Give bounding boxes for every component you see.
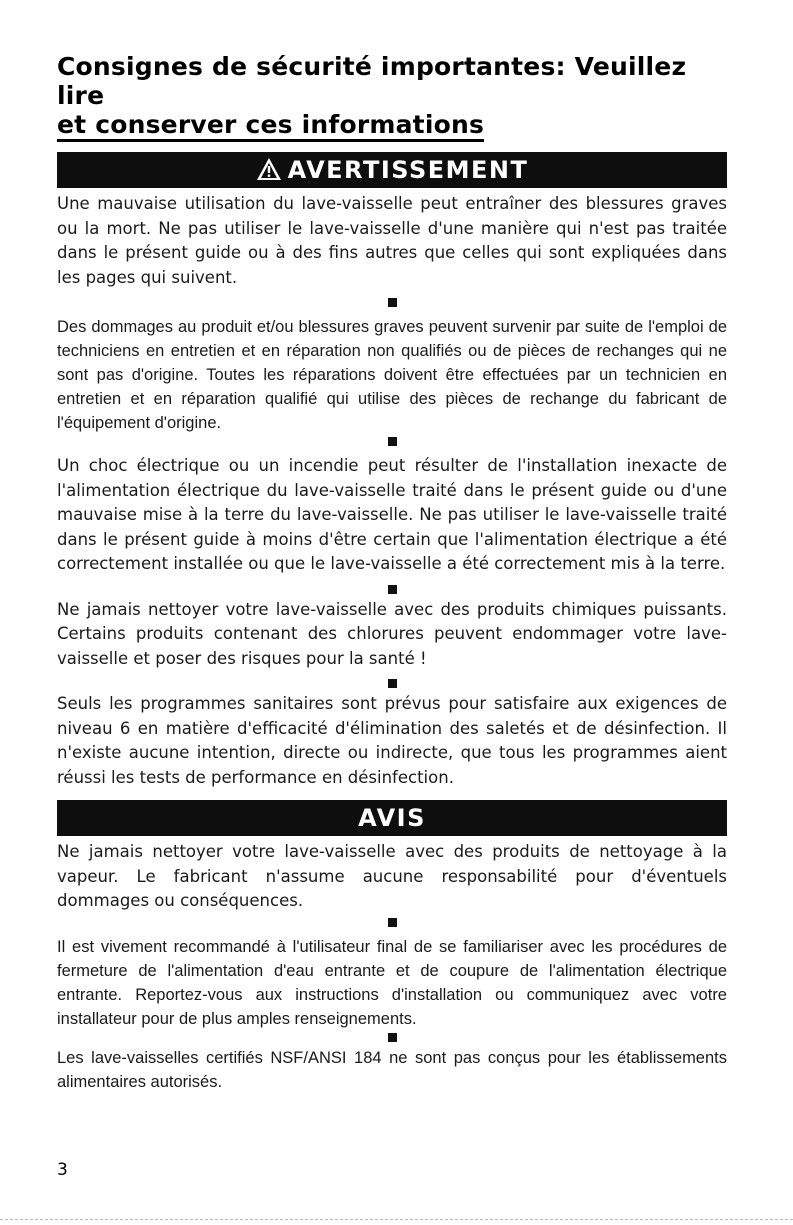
warning-triangle-icon <box>256 157 282 181</box>
separator-bullet <box>388 437 397 446</box>
separator-bullet <box>388 918 397 927</box>
warning-paragraph-sanitization: Seuls les programmes sanitaires sont prévus pour satisfaire aux exigences de niveau 6 en matière d'efficacité d'élimination des saletés et de désinfection. Il n'existe aucune intention, directe ou indirecte, que tous les programmes aient réussi les tests de performance en désinfection. <box>57 694 727 787</box>
separator-bullet <box>388 585 397 594</box>
page-title <box>57 52 727 142</box>
notice-paragraph-nsf: Les lave-vaisselles certifiés NSF/ANSI 184 ne sont pas conçus pour les établissements alimentaires autorisés. <box>57 1048 727 1091</box>
page-number: 3 <box>57 1160 68 1180</box>
notice-banner-label: AVIS <box>358 804 426 832</box>
warning-banner <box>57 152 727 188</box>
separator-bullet <box>388 1033 397 1042</box>
warning-paragraph-repairs: Des dommages au produit et/ou blessures graves peuvent survenir par suite de l'emploi de techniciens en entretien et en réparation non qualifiés ou de pièces de rechanges qui ne sont pas d'origine. Toutes les réparations doivent être effectuées par un technicien en entretien et en réparation qualifié qui utilise des pièces de rechange du fabricant de l'équipement d'origine. <box>57 318 727 432</box>
title-line-2: et conserver ces informations <box>57 110 484 142</box>
notice-paragraph-steam: Ne jamais nettoyer votre lave-vaisselle avec des produits de nettoyage à la vapeur. Le fabricant n'assume aucune responsabilité pour d'éventuels dommages ou conséquences. <box>57 842 727 910</box>
page-bottom-rule <box>0 1219 793 1220</box>
notice-paragraph-shutoff: Il est vivement recommandé à l'utilisateur final de se familiariser avec les procédures de fermeture de l'alimentation d'eau entrante et de coupure de l'alimentation électrique entrante. Reportez-vous aux instructions d'installation ou communiquez avec votre installateur pour de plus amples renseignements. <box>57 937 727 1028</box>
notice-banner <box>57 800 727 836</box>
title-line-1: Consignes de sécurité importantes: Veuillez lire <box>57 52 687 110</box>
warning-paragraph-misuse: Une mauvaise utilisation du lave-vaisselle peut entraîner des blessures graves ou la mort. Ne pas utiliser le lave-vaisselle d'une manière qui n'est pas traitée dans le présent guide ou à des fins autres que celles qui sont expliquées dans les pages qui suivent. <box>57 194 727 287</box>
warning-banner-label: AVERTISSEMENT <box>287 156 529 184</box>
warning-paragraph-chemicals: Ne jamais nettoyer votre lave-vaisselle avec des produits chimiques puissants. Certains produits contenant des chlorures peuvent endommager votre lave-vaisselle et poser des risques pour la santé ! <box>57 599 727 668</box>
separator-bullet <box>388 298 397 307</box>
document-page <box>57 52 727 1094</box>
separator-bullet <box>388 679 397 688</box>
warning-paragraph-electrical: Un choc électrique ou un incendie peut résulter de l'installation inexacte de l'alimentation électrique du lave-vaisselle traité dans le présent guide ou d'une mauvaise mise à la terre du lave-vaisselle. Ne pas utiliser le lave-vaisselle traité dans le présent guide à moins d'être certain que l'alimentation électrique a été correctement installée ou que le lave-vaisselle a été correctement mis à la terre. <box>57 456 727 573</box>
